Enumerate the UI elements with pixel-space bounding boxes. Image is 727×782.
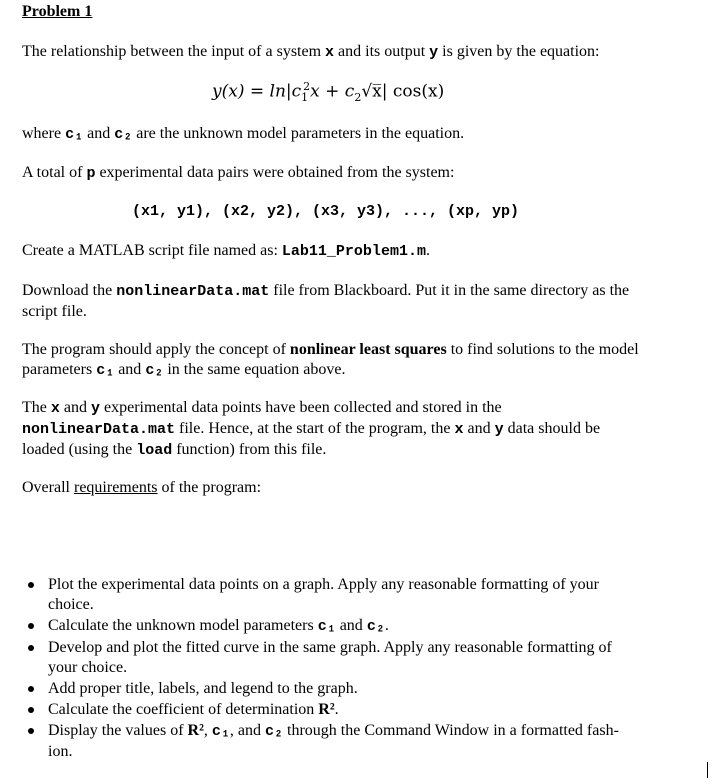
requirements-list	[24, 575, 644, 763]
overall-heading: Overall requirements of the program:	[22, 479, 262, 496]
list-item: Add proper title, labels, and legend to the graph.	[24, 679, 644, 699]
data-filename: nonlinearData.mat	[116, 283, 270, 300]
list-item: Develop and plot the fitted curve in the same graph. Apply any reasonable formatting of your choice.	[24, 638, 644, 678]
list-item: Display the values of R², c₁, and c₂ through the Command Window in a formatted fash- ion.	[24, 721, 644, 762]
page-title: Problem 1	[22, 3, 93, 20]
var-y: y	[429, 44, 439, 61]
list-item: Plot the experimental data points on a graph. Apply any reasonable formatting of your choice.	[24, 575, 644, 615]
script-filename: Lab11_Problem1.m	[281, 243, 426, 260]
data-paragraph: The x and y experimental data points have been collected and stored in the nonlinearData.mat file. Hence, at the start of the program, the x and y data should be loaded (using the load function) from this file.	[22, 399, 601, 459]
model-equation: $y(x) = \ln|c_1^2x$ + $c_2√x̅|$ cos(x)	[212, 80, 445, 105]
create-script-paragraph: Create a MATLAB script file named as: Lab11_Problem1.m.	[22, 242, 430, 260]
total-paragraph: A total of p experimental data pairs were obtained from the system:	[22, 164, 455, 182]
list-item: Calculate the coefficient of determination R².	[24, 700, 644, 720]
var-x: x	[325, 44, 335, 61]
program-paragraph: The program should apply the concept of nonlinear least squares to find solutions to the model parameters c₁ and c₂ in the same equation above.	[22, 341, 639, 379]
list-item: Calculate the unknown model parameters c₁ and c₂.	[24, 616, 644, 637]
params-paragraph: where c₁ and c₂ are the unknown model parameters in the equation.	[22, 125, 465, 143]
intro-paragraph	[22, 42, 672, 63]
download-paragraph: Download the nonlinearData.mat file from Blackboard. Put it in the same directory as the script file.	[22, 282, 630, 320]
intro-text-after: is given by the equation:	[438, 43, 600, 60]
text-cursor	[707, 762, 708, 778]
intro-text: The relationship between the input of a system	[22, 43, 326, 60]
intro-text-mid: and its output	[334, 43, 430, 60]
data-pairs: (x1, y1), (x2, y2), (x3, y3), ..., (xp, yp)	[132, 203, 520, 220]
